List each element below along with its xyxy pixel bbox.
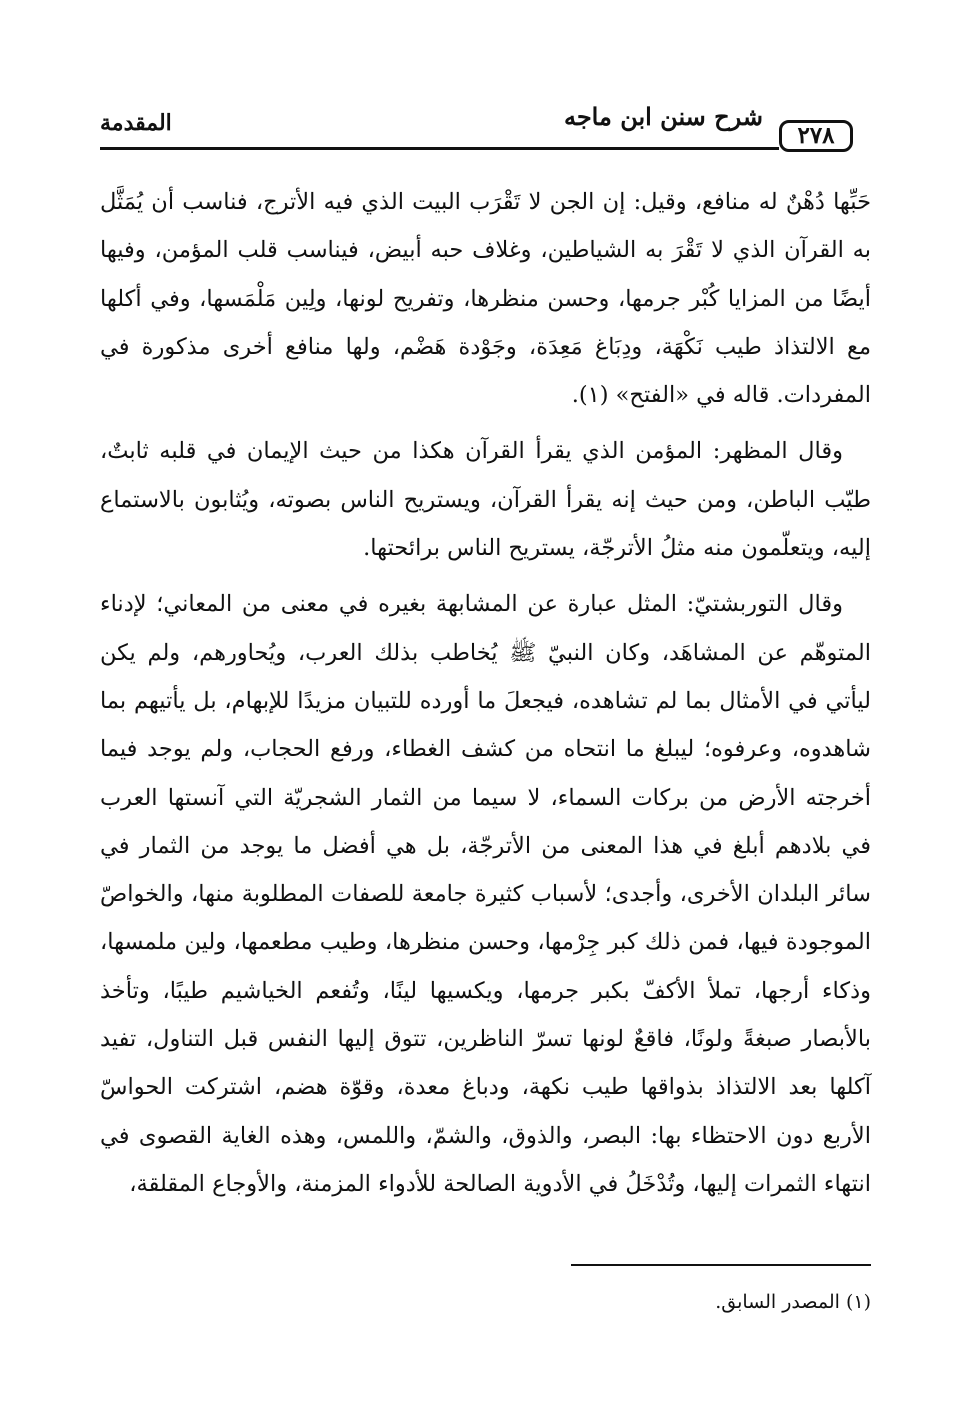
section-title: المقدمة: [100, 110, 172, 136]
main-text: [100, 178, 871, 1216]
page-number: ٢٧٨: [779, 120, 853, 152]
paragraph-2: وقال المظهر: المؤمن الذي يقرأ القرآن هكذا من حيث الإيمان في قلبه ثابتٌ، طيّب الباطن، ومن حيث إنه يقرأ القرآن، ويستريح الناس بصوته، ويُثابون بالاستماع إليه، ويتعلّمون منه مثلُ الأترجّة، يستريح الناس برائحتها.: [100, 438, 871, 562]
paragraph-3: وقال التوربشتيّ: المثل عبارة عن المشابهة بغيره في معنى من المعاني؛ لإدناء المتوهّم عن المشاهَد، وكان النبيّ ﷺ يُخاطب بذلك العرب، ويُحاورهم، ولم يكن ليأتي في الأمثال بما لم تشاهده، فيجعلَ ما أورده للتبيان مزيدًا للإبهام، بل يأتيهم بما شاهدوه، وعرفوه؛ ليبلغ ما انتحاه من كشف الغطاء، ورفع الحجاب، ولم يوجد فيما أخرجته الأرض من بركات السماء، لا سيما من الثمار الشجريّة التي آنستها العرب في بلادهم أبلغ في هذا المعنى من الأترجّة، بل هي أفضل ما يوجد من الثمار في سائر البلدان الأخرى، وأجدى؛ لأسباب كثيرة جامعة للصفات المطلوبة منها، والخواصّ الموجودة فيها، فمن ذلك كبر جِرْمها، وحسن منظرها، وطيب مطعمها، ولين ملمسها، وذكاء أرجها، تملأ الأكفّ بكبر جرمها، ويكسيها لينًا، وتُفعم الخياشيم طيبًا، وتأخذ بالأبصار صبغةً ولونًا، فاقعٌ لونها تسرّ الناظرين، تتوق إليها النفس قبل التناول، تفيد آكلها بعد الالتذاذ بذواقها طيب نكهة، ودباغ معدة، وقوّة هضم، اشتركت الحواسّ الأربع دون الاحتظاء بها: البصر، والذوق، والشمّ، واللمس، وهذه الغاية القصوى في انتهاء الثمرات إليها، وتُدْخَلُ في الأدوية الصالحة للأدواء المزمنة، والأوجاع المقلقة،: [100, 591, 871, 1197]
paragraph-1: حَبِّها دُهْنٌ له منافع، وقيل: إن الجن لا تَقْرَب البيت الذي فيه الأترج، فناسب أن يُمَثَّل به القرآن الذي لا تَقْرَ به الشياطين، وغلاف حبه أبيض، فيناسب قلب المؤمن، وفيها أيضًا من المزايا كُبْر جرمها، وحسن منظرها، وتفريح لونها، ولِين مَلْمَسها، وفي أكلها مع الالتذاذ طيب نَكْهَة، ودِبَاغ مَعِدَة، وجَوْدة هَضْم، ولها منافع أخرى مذكورة في المفردات. قاله في «الفتح» (١).: [100, 189, 871, 409]
book-title: شرح سنن ابن ماجه: [563, 102, 763, 131]
footnote-separator: [571, 1264, 871, 1266]
header-rule: [100, 147, 779, 150]
page-header: [100, 100, 853, 160]
footnote: (١) المصدر السابق.: [715, 1291, 871, 1313]
